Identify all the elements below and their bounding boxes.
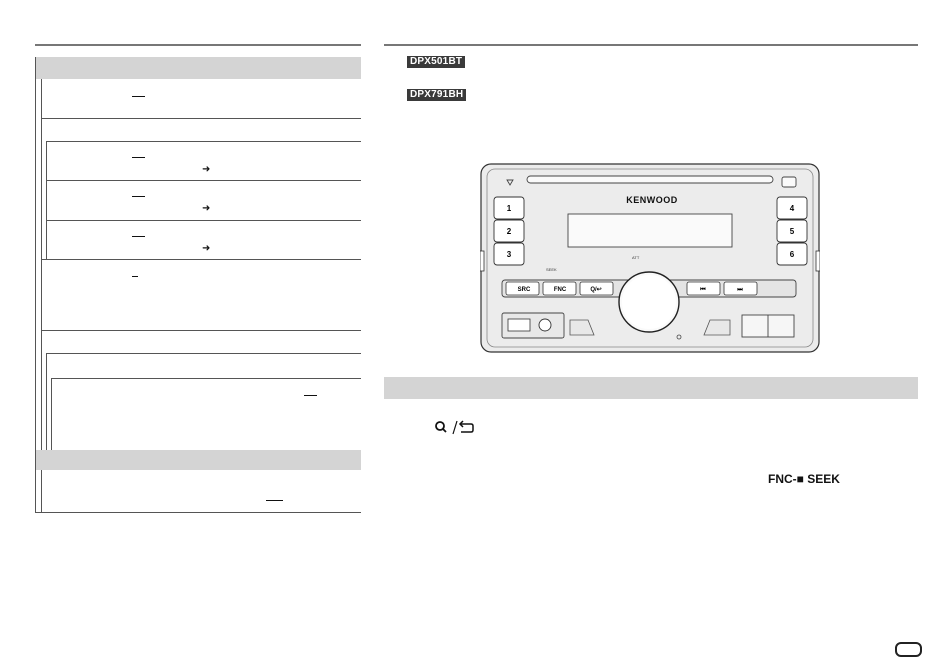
model-badge: DPX501BT: [407, 56, 465, 68]
menu-row-divider: [46, 220, 361, 221]
att-mark: ATT: [632, 255, 640, 260]
menu-row-divider: [41, 330, 361, 331]
menu-row-divider: [51, 378, 361, 379]
default-marker: [132, 236, 145, 237]
fnc-label: FNC: [553, 287, 567, 293]
next-label: ⏭: [737, 287, 743, 293]
menu-section-header-2: [36, 450, 361, 470]
default-marker: [132, 96, 145, 97]
preset-label-6: 6: [789, 250, 795, 259]
default-marker: [132, 196, 145, 197]
aux-jack: [539, 319, 551, 331]
search-back-icon: [434, 420, 474, 436]
menu-border-level-1b: [41, 470, 42, 512]
fnc-seek-label: FNC-■ SEEK: [768, 472, 840, 486]
search-back-label: Q/↩: [590, 287, 602, 293]
prev-label: ⏮: [700, 287, 706, 293]
default-marker: [304, 395, 317, 396]
right-top-rule: [384, 44, 918, 46]
page-corner-tab: [895, 642, 922, 657]
usb-port: [508, 319, 530, 331]
arrow-right-icon: ➜: [202, 243, 211, 254]
menu-row-divider: [41, 118, 361, 119]
menu-row-divider: [41, 259, 361, 260]
preset-label-4: 4: [789, 204, 795, 213]
default-marker: [132, 157, 145, 158]
seek-mark: SEEK: [546, 267, 557, 272]
preset-label-1: 1: [506, 204, 512, 213]
left-top-rule: [35, 44, 361, 46]
arrow-right-icon: ➜: [202, 164, 211, 175]
brand-logo: KENWOOD: [626, 195, 678, 205]
menu-row-divider: [46, 141, 361, 142]
arrow-right-icon: ➜: [202, 203, 211, 214]
device-illustration: [480, 163, 820, 353]
model-badge: DPX791BH: [407, 89, 466, 101]
menu-bottom-rule: [35, 512, 361, 513]
default-marker: [132, 276, 138, 277]
menu-row-divider: [46, 180, 361, 181]
menu-border-level-3: [51, 378, 52, 450]
menu-border-level-2a: [46, 141, 47, 259]
menu-row-divider: [46, 353, 361, 354]
default-marker: [266, 500, 283, 501]
preset-label-5: 5: [789, 227, 795, 236]
src-label: SRC: [517, 287, 531, 293]
section-heading-band: [384, 377, 918, 399]
menu-border-outer: [35, 57, 36, 512]
menu-section-header-1: [36, 57, 361, 79]
menu-border-level-2b: [46, 353, 47, 450]
preset-label-2: 2: [506, 227, 512, 236]
menu-border-level-1: [41, 79, 42, 450]
preset-label-3: 3: [506, 250, 512, 259]
